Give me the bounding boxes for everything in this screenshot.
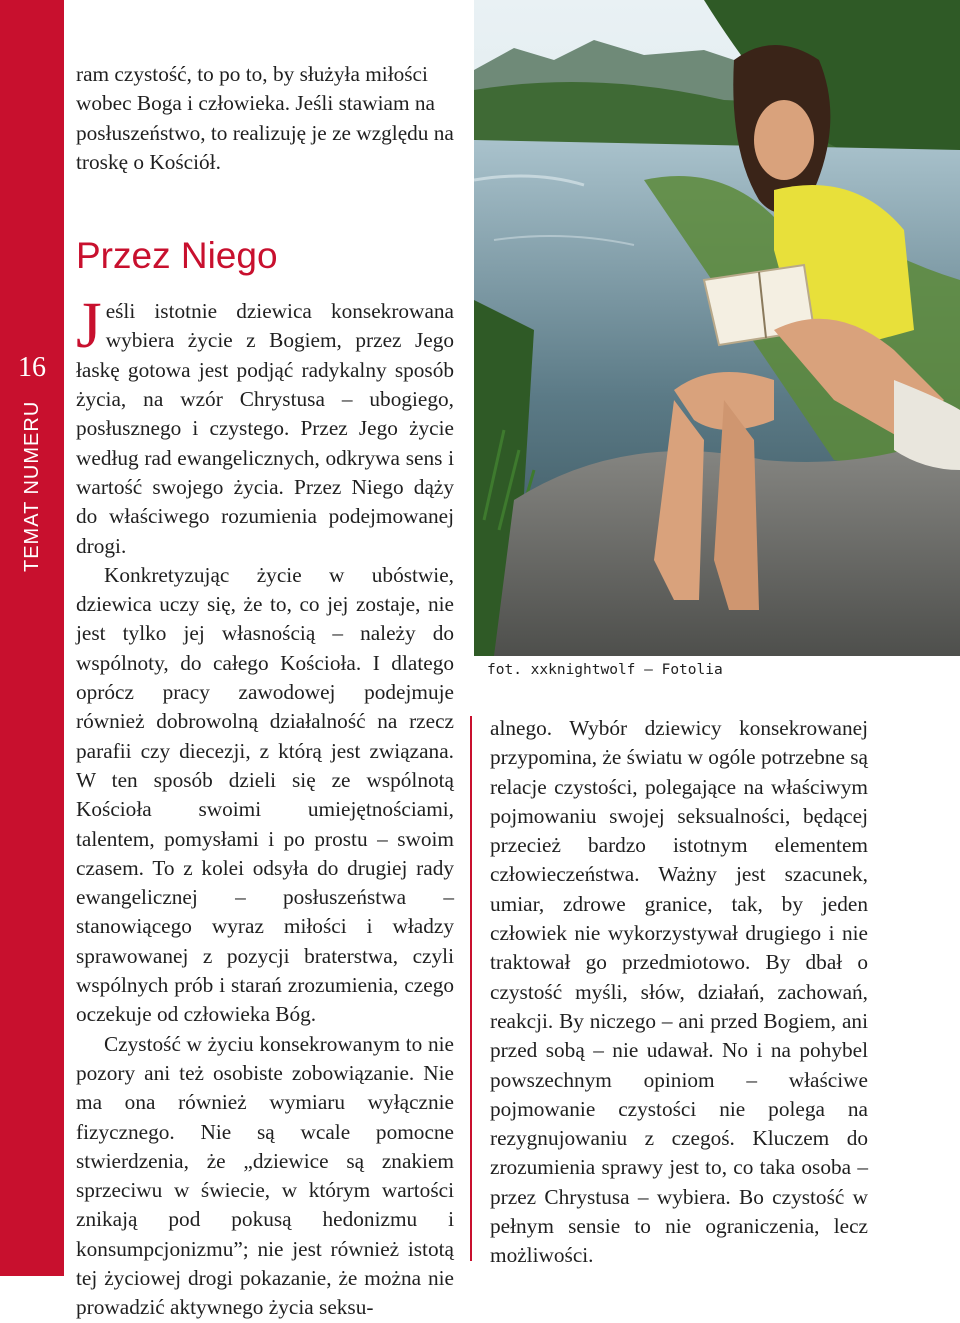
section-label: TEMAT NUMERU xyxy=(21,400,43,572)
right-text-column xyxy=(490,714,868,1271)
article-paragraph-3: Czystość w życiu konsekrowanym to nie pozory ani też osobiste zobowiązanie. Nie ma ona również wymiaru wyłącznie fizycznego. Nie są wcale pomocne stwierdzenia, że „dziewice są znakiem sprzeciwu w świecie, w którym wartości znikają pod pokusą hedonizmu i konsumpcjonizmu”; nie jest również istotą tej życiowej drogi pokazanie, że można nie prowadzić aktywnego życia seksu- xyxy=(76,1031,454,1320)
intro-paragraph: ram czystość, to po to, by służyła miłości wobec Boga i człowieka. Jeśli stawiam na posłuszeństwo, to realizuję je ze względu na troskę o Kościół. xyxy=(76,62,454,174)
right-column-paragraph: alnego. Wybór dziewicy konsekrowanej przypomina, że światu w ogóle potrzebne są relacje czystości, polegające na właściwym pojmowaniu swojej seksualności, będącej przecież bardzo istotnym elementem człowieczeństwa. Ważny jest szacunek, umiar, zdrowe granice, tak, by jeden człowiek nie wykorzystywał drugiego i nie traktował go przedmiotowo. By dbał o czystość myśli, słów, działań, zachowań, reakcji. By niczego – ani przed Bogiem, ani przed sobą – nie udawał. No i na pohybel powszechnym opiniom – właściwe pojmowanie czystości nie polega na rezygnujowaniu z czegoś. Kluczem do zrozumienia sprawy jest to, co taka osoba – przez Chrystusa – wybiera. Bo czystość w pełnym sensie to nie ograniczenia, lecz możliwości. xyxy=(490,716,868,1268)
photo-credit: fot. xxknightwolf – Fotolia xyxy=(487,662,723,678)
article-photo xyxy=(474,0,960,656)
article-paragraph-1-text: eśli istotnie dziewica konsekrowana wybiera życie z Bogiem, przez Jego łaskę gotowa jest podjąć radykalny sposób życia, na wzór Chrystusa – ubogiego, posłusznego i czystego. Przez Jego życie według rad ewangelicznych, odkrywa sens i wartość swojego życia. Przez Niego dąży do właściwego rozumienia podejmowanej drogi. xyxy=(76,299,454,558)
article-paragraph-1 xyxy=(76,289,454,561)
left-text-column xyxy=(76,60,454,1323)
column-divider xyxy=(470,716,472,1261)
article-paragraph-2: Konkretyzując życie w ubóstwie, dziewica uczy się, że to, co jej zostaje, nie jest tylko jej własnością – należy do wspólnoty, do całego Kościoła. I dlatego oprócz pracy zawodowej podejmuje również dobrowolną działalność na rzecz parafii czy diecezji, z którą jest związana. W ten sposób dzieli się ze wspólnotą Kościoła swoimi umiejętnościami, talentem, pomysłami i po prostu – swoim czasem. To z kolei odsyła do drugiej rady ewangelicznej – posłuszeństwa – stanowiącego wyraz miłości i władzy sprawowanej z pozycji braterstwa, czyli wspólnych prób i starań zrozumienia, czego oczekuje od człowieka Bóg. xyxy=(76,562,454,1027)
photo-illustration xyxy=(474,0,960,656)
section-heading: Przez Niego xyxy=(76,235,278,277)
page-number: 16 xyxy=(18,352,46,383)
drop-cap: J xyxy=(76,289,102,363)
section-sidebar xyxy=(0,0,64,1276)
